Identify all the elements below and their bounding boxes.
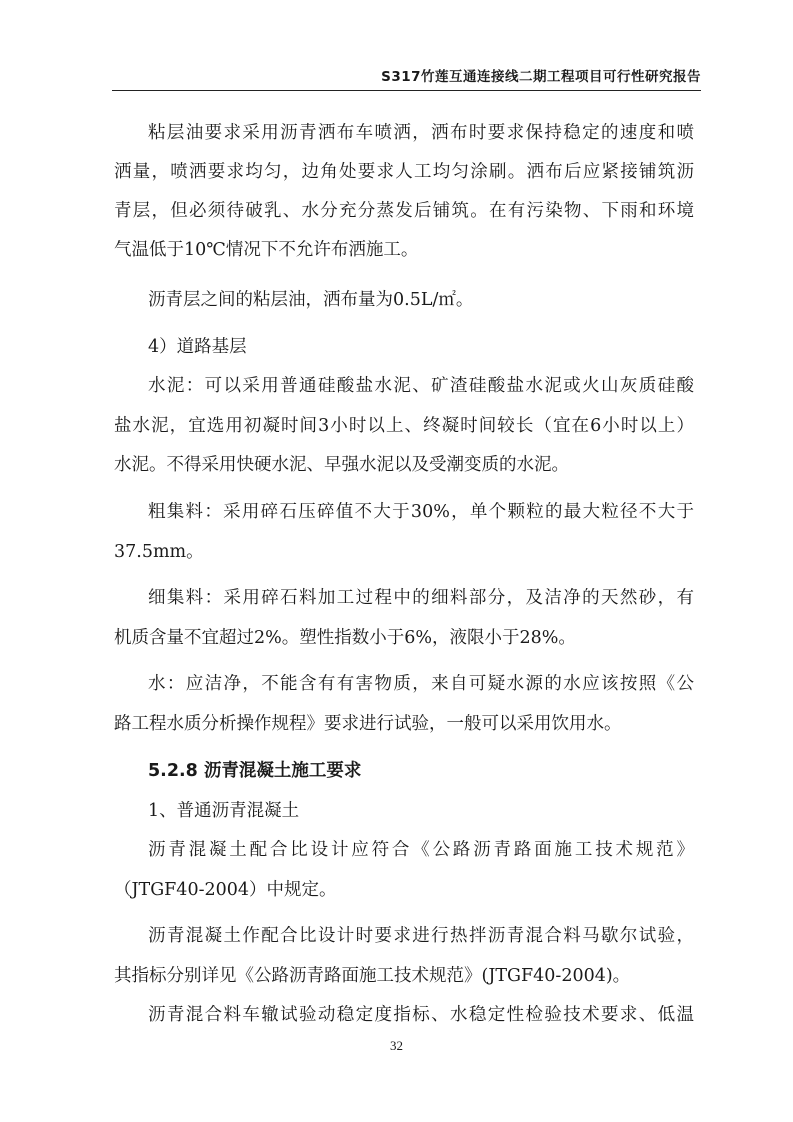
body-line: 沥青混凝土配合比设计应符合《公路沥青路面施工技术规范》	[148, 840, 694, 860]
body-line: 其指标分别详见《公路沥青路面施工技术规范》(JTGF40-2004)。	[114, 966, 631, 986]
body-line: 洒量，喷洒要求均匀，边角处要求人工均匀涂刷。洒布后应紧接铺筑沥	[114, 162, 694, 182]
body-line: 粘层油要求采用沥青洒布车喷洒，洒布时要求保持稳定的速度和喷	[148, 123, 694, 143]
body-line: 盐水泥，宜选用初凝时间3小时以上、终凝时间较长（宜在6小时以上）	[114, 416, 694, 436]
body-line: 沥青层之间的粘层油，洒布量为0.5L/㎡。	[148, 290, 474, 310]
body-line: （JTGF40-2004）中规定。	[114, 880, 337, 900]
page-header: S317竹莲互通连接线二期工程项目可行性研究报告	[112, 66, 701, 91]
body-line: 水泥。不得采用快硬水泥、早强水泥以及受潮变质的水泥。	[114, 455, 569, 475]
body-line: 37.5mm。	[114, 542, 204, 562]
section-heading: 5.2.8 沥青混凝土施工要求	[148, 761, 362, 781]
body-line: 机质含量不宜超过2%。塑性指数小于6%，液限小于28%。	[114, 628, 576, 648]
body-line: 4）道路基层	[148, 337, 247, 357]
body-line: 路工程水质分析操作规程》要求进行试验，一般可以采用饮用水。	[114, 714, 622, 734]
body-line: 青层，但必须待破乳、水分充分蒸发后铺筑。在有污染物、下雨和环境	[114, 201, 694, 221]
body-line: 水泥：可以采用普通硅酸盐水泥、矿渣硅酸盐水泥或火山灰质硅酸	[148, 376, 694, 396]
body-line: 水：应洁净，不能含有有害物质，来自可疑水源的水应该按照《公	[148, 674, 694, 694]
body-line: 沥青混合料车辙试验动稳定度指标、水稳定性检验技术要求、低温	[148, 1005, 694, 1025]
body-line: 气温低于10℃情况下不允许布洒施工。	[114, 240, 419, 260]
subsection-heading: 1、普通沥青混凝土	[148, 801, 300, 821]
body-line: 沥青混凝土作配合比设计时要求进行热拌沥青混合料马歇尔试验，	[148, 926, 694, 946]
body-line: 细集料：采用碎石料加工过程中的细料部分，及洁净的天然砂，有	[148, 588, 694, 608]
body-line: 粗集料：采用碎石压碎值不大于30%，单个颗粒的最大粒径不大于	[148, 502, 694, 522]
page-number: 32	[390, 1038, 403, 1053]
